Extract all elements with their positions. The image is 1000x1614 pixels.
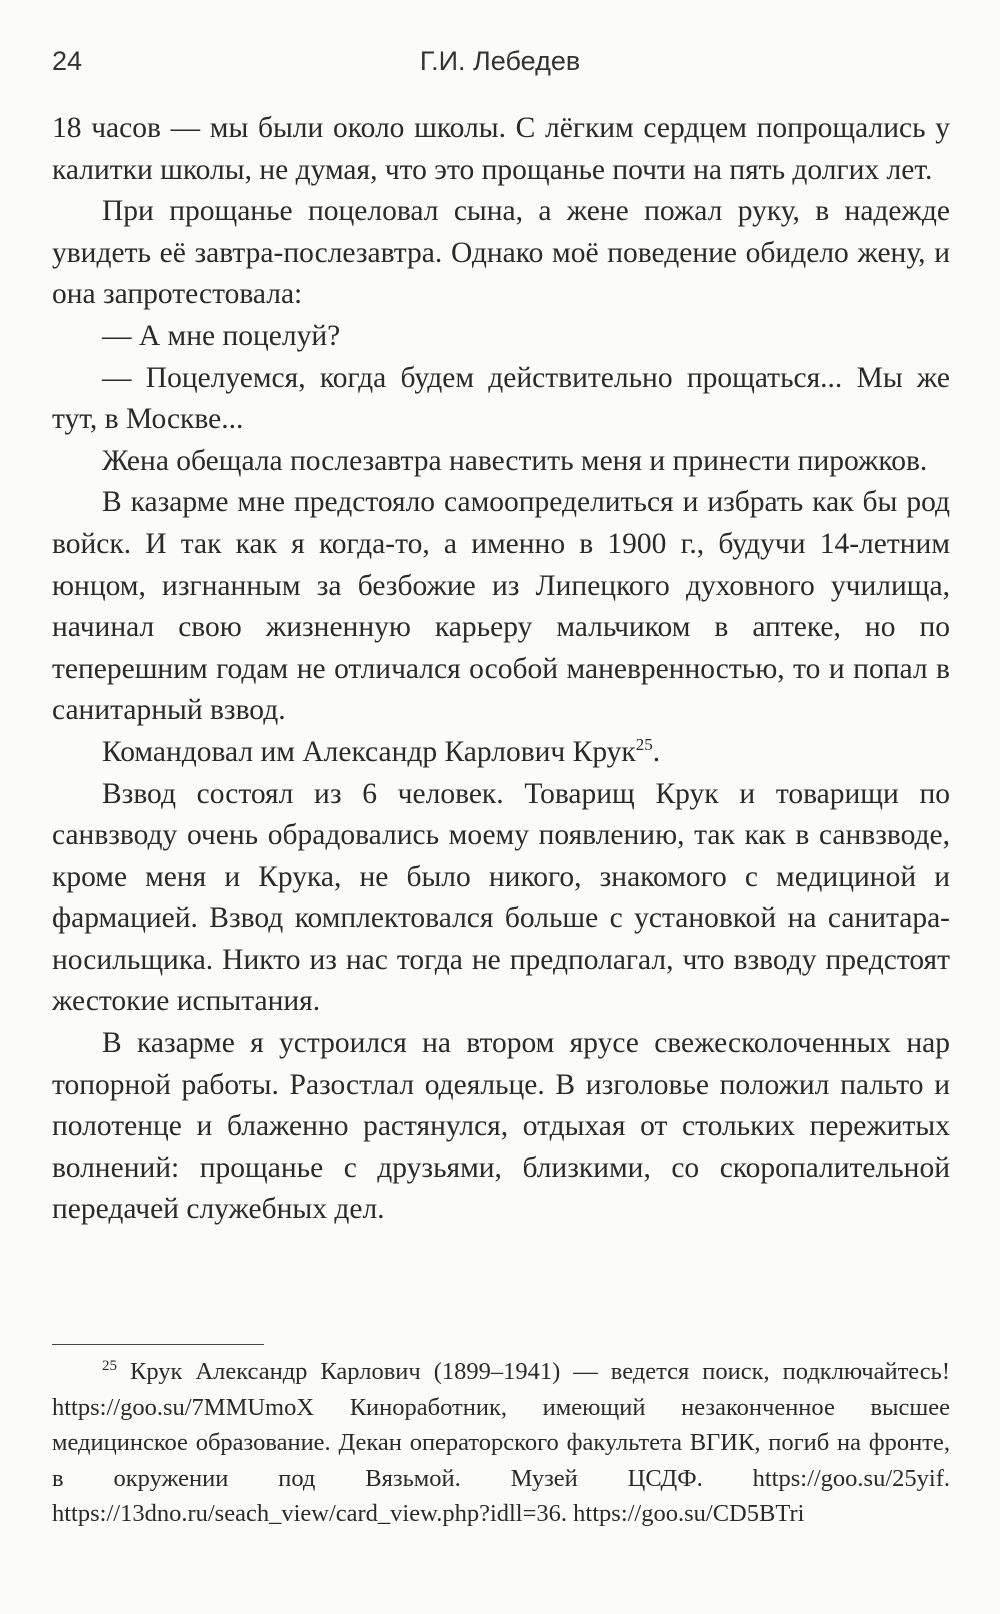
paragraph-with-footnote-ref: [52, 732, 950, 774]
paragraph: 18 часов — мы были около школы. С лёгким сердцем попрощались у калитки школы, не думая, что это прощанье почти на пять долгих лет.: [52, 112, 950, 186]
footnotes: [52, 1354, 950, 1532]
footnote: [52, 1354, 950, 1532]
paragraph: Жена обещала послезавтра навестить меня и принести пирожков.: [102, 444, 928, 477]
footnote-divider: [52, 1344, 264, 1345]
footnote-mark: 25: [102, 1357, 117, 1374]
paragraph: Взвод состоял из 6 человек. Товарищ Крук и товарищи по санвзводу очень обрадовались моему появлению, так как в санвзводе, кроме меня и Крука, не было никого, знакомого с медициной и фармацией. Взвод комплектовался больше с установкой на санитара-носильщика. Никто из нас тогда не предполагал, что взводу предстоят жестокие испытания.: [52, 777, 950, 1018]
paragraph: В казарме мне предстояло самоопределиться и избрать как бы род войск. И так как я когда-то, а именно в 1900 г., будучи 14-летним юнцом, изгнанным за безбожие из Липецкого духовного училища, начинал свою жизненную карьеру мальчиком в аптеке, но по теперешним годам не отличался особой маневренностью, то и попал в санитарный взвод.: [52, 486, 950, 727]
dialogue-line: — Поцелуемся, когда будем действительно прощаться... Мы же тут, в Москве...: [52, 361, 950, 436]
paragraph-end: .: [652, 735, 661, 768]
paragraph: В казарме я устроился на втором ярусе свежесколоченных нар топорной работы. Разостлал одеяльце. В изголовье положил пальто и полотенце и блаженно растянулся, отдыхая от стольких пережитых волнений: прощанье с друзьями, близкими, со скоропалительной передачей служебных дел.: [52, 1027, 950, 1226]
running-head: [52, 46, 948, 86]
footnote-text: Крук Александр Карлович (1899–1941) — ведется поиск, подключайтесь! https://goo.su/7MMUmoX Киноработник, имеющий незаконченное высшее медицинское образование. Декан операторского факультета ВГИК, погиб на фронте, в окружении под Вязьмой. Музей ЦСДФ. https://goo.su/25yif. https://13dno.ru/seach_view/card_view.php?idll=36. https://goo.su/CD5BTri: [52, 1358, 950, 1527]
body-text: [52, 108, 950, 1231]
page-number: 24: [52, 46, 83, 76]
running-title: Г.И. Лебедев: [419, 46, 581, 76]
dialogue-line: — А мне поцелуй?: [102, 319, 341, 352]
footnote-reference[interactable]: 25: [635, 735, 653, 755]
paragraph: При прощанье поцеловал сына, а жене пожал руку, в надежде увидеть её завтра-послезавтра. Однако моё поведение обидело жену, и она запротестовала:: [52, 195, 950, 311]
paragraph-text: Командовал им Александр Карлович Крук: [102, 735, 636, 768]
